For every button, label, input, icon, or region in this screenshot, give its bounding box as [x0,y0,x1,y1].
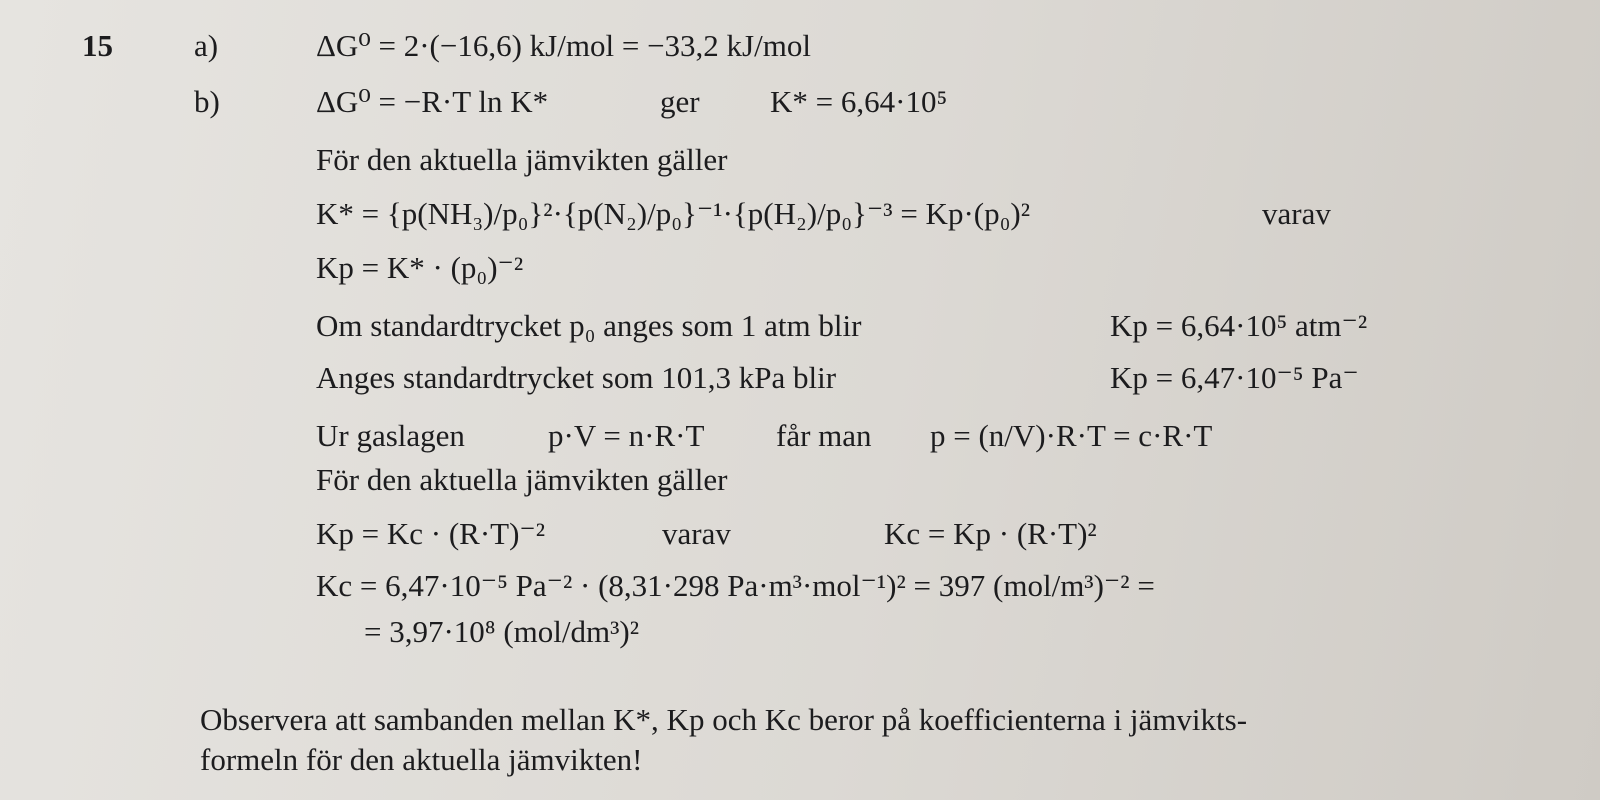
word-varav-1: varav [1262,196,1331,231]
equation-kp-from-k-star: Kp = K* · (p₀)⁻² [316,250,524,285]
text-equilibrium-2: För den aktuella jämvikten gäller [316,462,728,497]
part-a-label: a) [194,28,219,63]
text-equilibrium-1: För den aktuella jämvikten gäller [316,142,728,177]
part-b-label: b) [194,84,220,119]
text-standard-pressure-kpa: Anges standardtrycket som 101,3 kPa blir [316,360,837,395]
text-standard-pressure-atm: Om standardtrycket p₀ anges som 1 atm blir [316,308,862,343]
equation-gas-concentration: p = (n/V)·R·T = c·R·T [930,418,1213,453]
word-ger: ger [660,84,700,119]
equation-gibbs: ΔG⁰ = −R·T ln K* [316,84,549,119]
equation-kc-kp: Kc = Kp · (R·T)² [884,516,1097,551]
result-kp-atm: Kp = 6,64·10⁵ atm⁻² [1110,308,1368,343]
equation-kp-kc: Kp = Kc · (R·T)⁻² [316,516,546,551]
equation-k-star-expression: K* = {p(NH₃)/p₀}²·{p(N₂)/p₀}⁻¹·{p(H₂)/p₀}⁻³ = Kp·(p₀)² [316,196,1031,231]
problem-number: 15 [82,28,113,63]
equation-gas-law: p·V = n·R·T [548,418,705,453]
result-kp-pa: Kp = 6,47·10⁻⁵ Pa⁻ [1110,360,1359,395]
equation-kc-result: = 3,97·10⁸ (mol/dm³)² [364,614,640,649]
equation-kc-calculation: Kc = 6,47·10⁻⁵ Pa⁻² · (8,31·298 Pa·m³·mol⁻¹)² = 397 (mol/m³)⁻² = [316,568,1155,603]
equation-k-star: K* = 6,64·10⁵ [770,84,948,119]
text-gas-law: Ur gaslagen [316,418,465,453]
note-line-2: formeln för den aktuella jämvikten! [200,742,643,777]
note-line-1: Observera att sambanden mellan K*, Kp och Kc beror på koefficienterna i jämvikts- [200,702,1248,737]
part-a-equation: ΔG⁰ = 2·(−16,6) kJ/mol = −33,2 kJ/mol [316,28,811,63]
text-far-man: får man [776,418,872,453]
word-varav-2: varav [662,516,731,551]
